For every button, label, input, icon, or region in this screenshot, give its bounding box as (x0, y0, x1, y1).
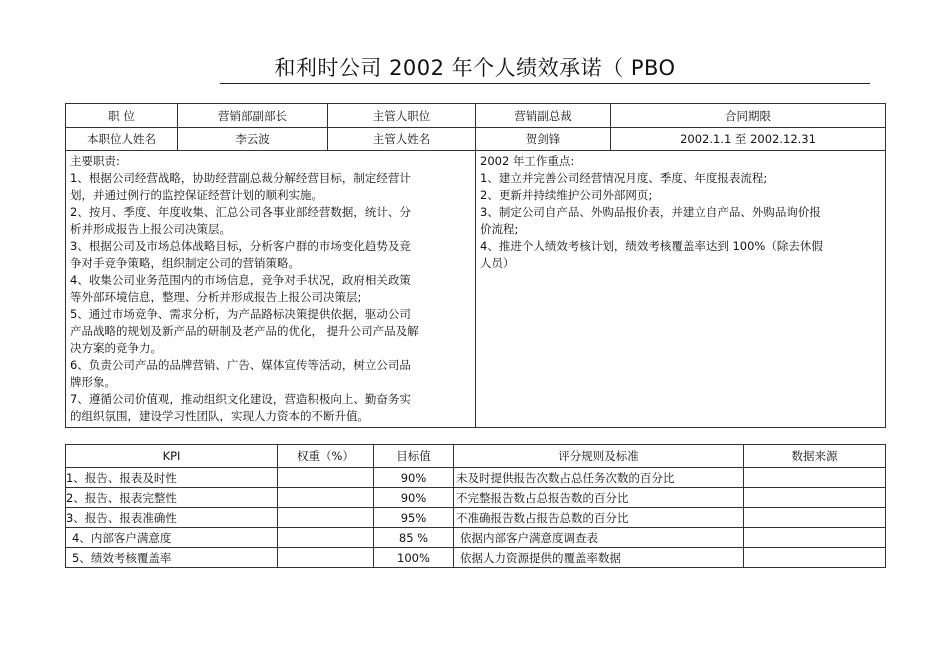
kpi-name: 1、报告、报表及时性 (66, 468, 278, 488)
kpi-source (744, 548, 886, 568)
duties-line: 4、收集公司业务范围内的市场信息，竞争对手状况，政府相关政策 (70, 273, 411, 287)
kpi-source (744, 528, 886, 548)
table-row (66, 488, 886, 508)
kpi-target: 100% (374, 548, 454, 568)
supervisor-position-value: 营销副总裁 (476, 104, 611, 128)
kpi-header-target: 目标值 (374, 445, 454, 468)
info-row-details (66, 151, 886, 428)
kpi-rule: 不完整报告数占总报告数的百分比 (454, 488, 744, 508)
table-row (66, 508, 886, 528)
duties-line: 争对手竞争策略，组织制定公司的营销策略。 (70, 256, 300, 270)
label-supervisor-name: 主管人姓名 (328, 128, 476, 151)
label-contract-period: 合同期限 (611, 104, 886, 128)
kpi-table (65, 444, 886, 568)
kpi-source (744, 488, 886, 508)
focus-line: 4、推进个人绩效考核计划，绩效考核覆盖率达到 100%（除去休假 (480, 239, 823, 253)
focus-line: 2、更新并持续维护公司外部网页; (480, 188, 653, 202)
kpi-name: 4、内部客户满意度 (66, 528, 278, 548)
focus-line: 3、制定公司自产品、外购品报价表，并建立自产品、外购品询价报 (480, 205, 821, 219)
kpi-target: 90% (374, 468, 454, 488)
duties-line: 的组织氛围，建设学习性团队，实现人力资本的不断升值。 (70, 409, 369, 423)
kpi-rule: 不准确报告数占报告总数的百分比 (454, 508, 744, 528)
duties-line: 等外部环境信息，整理、分析并形成报告上报公司决策层; (70, 290, 362, 304)
kpi-name: 5、绩效考核覆盖率 (66, 548, 278, 568)
position-value: 营销部副部长 (178, 104, 328, 128)
kpi-target: 90% (374, 488, 454, 508)
focus-line: 人员） (480, 256, 515, 270)
label-position: 职 位 (66, 104, 178, 128)
kpi-header-weight: 权重（%） (278, 445, 374, 468)
kpi-header-kpi: KPI (66, 445, 278, 468)
kpi-weight (278, 488, 374, 508)
kpi-rule: 未及时提供报告次数占总任务次数的百分比 (454, 468, 744, 488)
kpi-weight (278, 468, 374, 488)
duties-line: 7、遵循公司价值观，推动组织文化建设，营造积极向上、勤奋务实 (70, 392, 411, 406)
duties-cell (66, 151, 476, 428)
personal-info-table (65, 103, 886, 428)
title-underline (220, 83, 870, 84)
table-row (66, 548, 886, 568)
kpi-header-row (66, 445, 886, 468)
table-row (66, 528, 886, 548)
focus-line: 价流程; (480, 222, 519, 236)
label-supervisor-position: 主管人职位 (328, 104, 476, 128)
info-row-position (66, 104, 886, 128)
duties-line: 主要职责: (70, 154, 120, 168)
focus-cell (476, 151, 886, 428)
focus-line: 1、建立并完善公司经营情况月度、季度、年度报表流程; (480, 171, 768, 185)
kpi-weight (278, 548, 374, 568)
focus-line: 2002 年工作重点: (480, 154, 575, 168)
duties-line: 牌形象。 (70, 375, 116, 389)
duties-line: 产品战略的规划及新产品的研制及老产品的优化， 提升公司产品及解 (70, 324, 419, 338)
document-title: 和利时公司 2002 年个人绩效承诺（ PBO (274, 56, 676, 80)
table-row (66, 468, 886, 488)
kpi-target: 95% (374, 508, 454, 528)
duties-line: 划，并通过例行的监控保证经营计划的顺利实施。 (70, 188, 323, 202)
duties-line: 6、负责公司产品的品牌营销、广告、媒体宣传等活动，树立公司品 (70, 358, 411, 372)
kpi-target: 85 % (374, 528, 454, 548)
kpi-name: 2、报告、报表完整性 (66, 488, 278, 508)
info-row-name (66, 128, 886, 151)
kpi-rule: 依据人力资源提供的覆盖率数据 (454, 548, 744, 568)
label-name: 本职位人姓名 (66, 128, 178, 151)
name-value: 李云波 (178, 128, 328, 151)
kpi-header-source: 数据来源 (744, 445, 886, 468)
kpi-source (744, 508, 886, 528)
duties-line: 1、根据公司经营战略，协助经营副总裁分解经营目标，制定经营计 (70, 171, 411, 185)
kpi-header-rule: 评分规则及标准 (454, 445, 744, 468)
duties-line: 3、根据公司及市场总体战略目标，分析客户群的市场变化趋势及竞 (70, 239, 411, 253)
supervisor-name-value: 贺剑锋 (476, 128, 611, 151)
duties-line: 析并形成报告上报公司决策层。 (70, 222, 231, 236)
kpi-name: 3、报告、报表准确性 (66, 508, 278, 528)
contract-period-value: 2002.1.1 至 2002.12.31 (611, 128, 886, 151)
duties-line: 决方案的竞争力。 (70, 341, 162, 355)
duties-line: 2、按月、季度、年度收集、汇总公司各事业部经营数据，统计、分 (70, 205, 411, 219)
kpi-weight (278, 508, 374, 528)
kpi-weight (278, 528, 374, 548)
kpi-source (744, 468, 886, 488)
kpi-rule: 依据内部客户满意度调查表 (454, 528, 744, 548)
duties-line: 5、通过市场竞争、需求分析，为产品路标决策提供依据，驱动公司 (70, 307, 411, 321)
